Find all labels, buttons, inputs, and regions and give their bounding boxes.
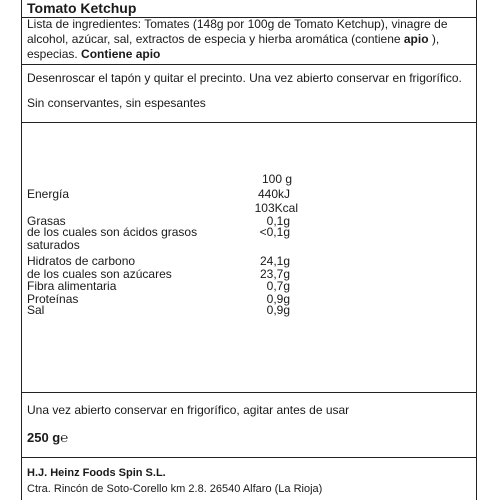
ingredients-block: [27, 17, 472, 62]
energy-kcal-value: 103Kcal: [254, 201, 298, 215]
sugars-value: 23,7g: [259, 267, 290, 281]
ingredients-text: especias.: [27, 47, 82, 61]
saturated-fat-label-line-2: saturados: [27, 238, 80, 252]
energy-kj-value: 440kJ: [257, 187, 290, 201]
energy-label: Energía: [27, 187, 70, 201]
opening-instructions: Desenroscar el tapón y quitar el precinto. Una vez abierto conservar en frigorífico.: [27, 71, 462, 85]
ingredients-text: alcohol, azúcar, sal, extractos de especia y hierba aromática (contiene: [27, 32, 404, 46]
fat-label: Grasas: [27, 214, 66, 228]
preservatives-note: Sin conservantes, sin espesantes: [27, 96, 206, 110]
estimated-sign: ℮: [60, 430, 69, 445]
nutrition-per-100g-header: 100 g: [262, 172, 293, 186]
saturated-fat-label-line-1: de los cuales son ácidos grasos: [27, 225, 198, 239]
carbohydrates-value: 24,1g: [259, 254, 290, 268]
allergen-celery: apio: [403, 32, 429, 46]
ingredients-text: ),: [428, 32, 440, 46]
company-divider: [21, 457, 477, 458]
saturated-fat-value: <0,1g: [259, 225, 290, 239]
protein-label: Proteínas: [27, 292, 79, 306]
net-weight-value: 250 g: [27, 430, 61, 445]
allergen-statement: Contiene apio: [81, 47, 161, 61]
salt-label: Sal: [27, 303, 45, 317]
nutrition-top-divider: [21, 122, 477, 123]
ingredients-line-1: Lista de ingredientes: Tomates (148g por 100g de Tomato Ketchup), vinagre de: [27, 17, 448, 31]
storage-note: Una vez abierto conservar en frigorífico, agitar antes de usar: [27, 403, 350, 417]
fibre-label: Fibra alimentaria: [27, 279, 117, 293]
company-name: H.J. Heinz Foods Spin S.L.: [27, 467, 166, 479]
protein-value: 0,9g: [266, 292, 290, 306]
fibre-value: 0,7g: [266, 279, 290, 293]
salt-value: 0,9g: [266, 303, 290, 317]
product-title: Tomato Ketchup: [27, 0, 137, 16]
carbohydrates-label: Hidratos de carbono: [27, 254, 136, 268]
nutrition-bottom-divider: [21, 392, 477, 393]
ingredients-line-2: [27, 32, 472, 47]
fat-value: 0,1g: [266, 214, 290, 228]
ingredients-line-3: [27, 47, 472, 62]
net-weight: [27, 430, 68, 446]
company-address: Ctra. Rincón de Soto-Corello km 2.8. 26540 Alfaro (La Rioja): [27, 483, 323, 495]
ingredients-divider: [21, 64, 477, 65]
sugars-label: de los cuales son azúcares: [27, 267, 172, 281]
